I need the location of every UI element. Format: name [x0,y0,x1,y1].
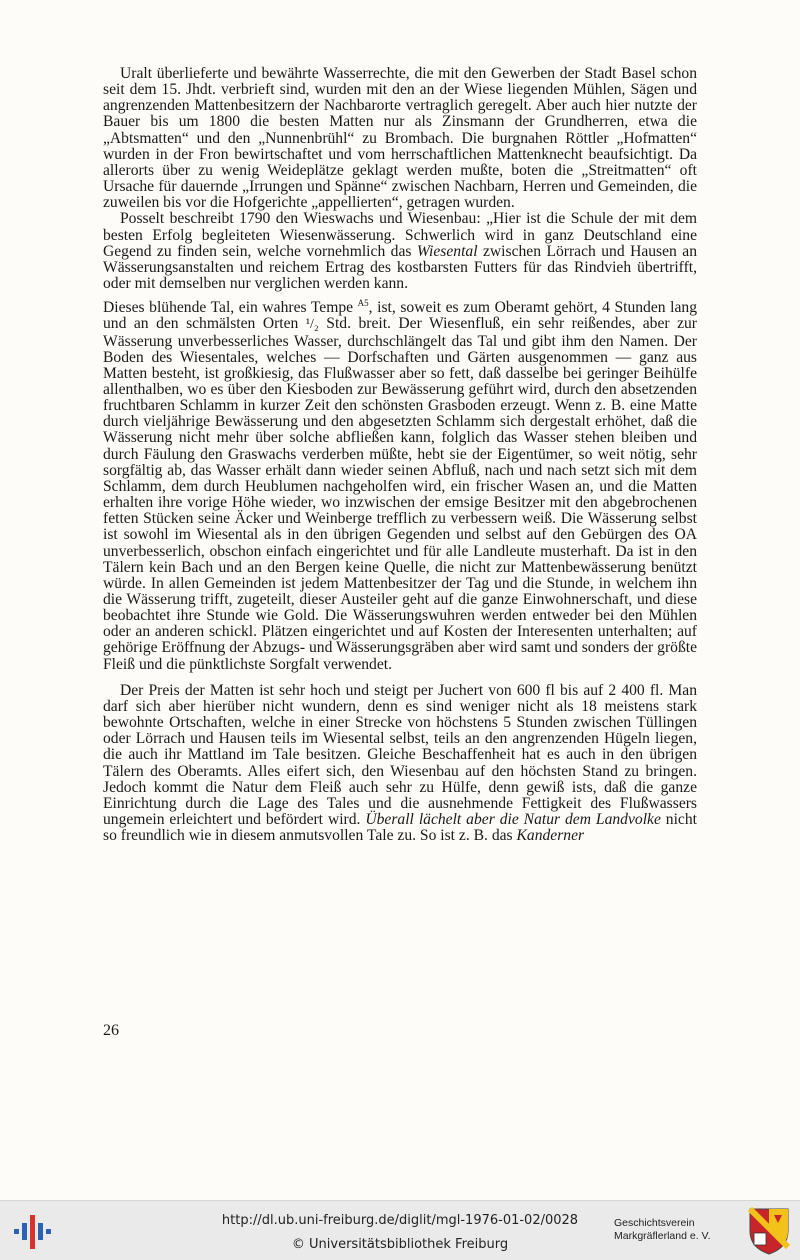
italic-kanderner: Kanderner [516,827,585,845]
paragraph-meadow-price [103,683,697,845]
text-run: Posselt beschreibt 1790 den Wieswachs und Wiesenbau: „Hier ist die Schule der mit dem besten Erfolg begleiteten Wiesenwässerung. Schwerlich wird in ganz Deutschland eine Gegend zu finden sein, welche vornehmlich das [103,210,697,260]
paragraph-posselt [103,211,697,292]
italic-wiesental: Wiesental [416,242,478,260]
association-line-2: Markgräflerland e. V. [614,1230,711,1242]
text-run: nicht so freundlich wie in diesem anmutsvollen Tale zu. So ist z. B. das [103,811,697,845]
paragraph-valley-description [103,300,697,673]
fraction-half: ¹/₂ [305,317,319,333]
source-url-link[interactable]: http://dl.ub.uni-freiburg.de/diglit/mgl-1976-01-02/0028 [221,1213,579,1228]
italic-phrase: Überall lächelt aber die Natur dem Landvolke [365,811,661,829]
body-text [103,66,697,844]
paragraph-water-rights: Uralt überlieferte und bewährte Wasserrechte, die mit den Gewerben der Stadt Basel schon seit dem 15. Jhdt. verbrieft sind, wurden mit den an der Wiese liegenden Mühlen, Sägen und angrenzenden Mattenbesitzern der Nachbarorte vertraglich geregelt. Aber auch hier nutzte der Bauer bis um 1800 die besten Matten nur als Zinsmann der Grundherren, etwa die „Abtsmatten“ und den „Nunnenbrühl“ zu Brombach. Die burgnahen Röttler „Hofmatten“ wurden in der Fron bewirtschaftet und vom herrschaftlichen Mattenknecht beaufsichtigt. Da allerorts über zu wenig Weideplätze geklagt werden mußte, boten die „Streitmatten“ oft Ursache für dauernde „Irrungen und Spänne“ zwischen Nachbarn, Herren und Gemeinden, die zuweilen bis vor die Hofgerichte „appellierten“, getragen wurden. [103,65,697,212]
page-number: 26 [103,1022,119,1039]
text-run: Dieses blühende Tal, ein wahres Tempe [103,299,358,317]
association-name [614,1217,711,1243]
viewer-footer [0,1200,800,1260]
footnote-ref: A5 [357,298,369,308]
coat-of-arms-icon[interactable] [748,1207,790,1255]
text-run: zwischen Lörrach und Hausen an Wässerungsanstalten und reichem Ertrag des kostbarsten Futters für das Rindvieh übertrifft, oder mit demselben nur verglichen werden kann. [103,242,697,293]
text-run: Der Preis der Matten ist sehr hoch und steigt per Juchert von 600 fl bis auf 2 400 fl. Man darf sich aber hierüber nicht wundern, denn es sind weniger nicht als 18 meistens stark bewohnte Ortschaften, welche in einer Strecke von höchstens 5 Stunden zwischen Tüllingen oder Lörrach und Hausen teils im Wiesental selbst, teils an den angrenzenden Hügeln liegen, die auch ihr Mattland im Tale besitzen. Gleiche Beschaffenheit hat es auch in den übrigen Tälern des Oberamts. Alles eifert sich, den Wiesenbau auf den höchsten Stand zu bringen. Jedoch kommt die Natur dem Fleiß auch sehr zu Hülfe, denn gewiß ists, daß die ganze Einrichtung durch die Lage des Tales und die ausnehmende Fettigkeit des Flußwassers ungemein erleichtert und befördert wird. [103,681,697,829]
copyright-text: © Universitätsbibliothek Freiburg [291,1237,509,1252]
text-run: , ist, soweit es zum Oberamt gehört, 4 Stunden lang und an den schmälsten Orten [103,299,697,333]
association-line-1: Geschichtsverein [614,1217,695,1229]
text-run: Std. breit. Der Wiesenfluß, ein sehr reißendes, aber zur Wässerung unverbesserliches Wasser, durchschlängelt das Tal und gibt ihm den Namen. Der Boden des Wiesentales, welches — Dorfschaften und Gärten ausgenommen — ganz aus Matten besteht, ist großkiesig, das Flußwasser aber so fett, daß dasselbe bei geringer Beihülfe allenthalben, wo es über den Kiesboden zur Bewässerung geführt wird, durch den absetzenden fruchtbaren Schlamm in kurzer Zeit den schönsten Grasboden erzeugt. Wenn z. B. eine Matte durch vieljährige Bewässerung und den abgesetzten Schlamm sich dergestalt erhöhet, daß die Wässerung nicht mehr über solche abfließen kann, folglich das Wasser stehen bleiben und durch Fäulung den Graswachs verderben müßte, hebt sie der Eigentümer, so weit nötig, sehr sorgfältig ab, das Wasser erhält dann wieder seinen Abfluß, nach und nach setzt sich mit dem Schlamm, dem durch Heublumen nachgeholfen wird, ein frischer Wasen an, und die Matten erhalten ihre vorige Höhe wieder, wo inzwischen der emsige Besitzer mit den abgebrochenen fetten Stücken seine Äcker und Weinberge trefflich zu verbessern weiß. Die Wässerung selbst ist sowohl im Wiesental als in den übrigen Gegenden und selbst auf den Gebürgen des OA unverbesserlich, obschon einfach eingerichtet und für alle Landleute musterhaft. Da ist in den Tälern kein Bach und an den Bergen keine Quelle, die nicht zur Mattenbewässerung benützt würde. In allen Gemeinden ist jedem Mattenbesitzer der Tag und die Stunde, in welchem ihn die Wässerung trifft, zugeteilt, dieser Austeiler geht auf die ganze Einwohnerschaft, und diese beobachtet ihre Stunde wie Gold. Die Wässerungswuhren werden entweder bei den Mühlen oder an anderen schickl. Plätzen eingerichtet und auf Kosten der Interesenten unterhalten; auf gehörige Eröffnung der Abzugs- und Wässerungsgräben aber wird samt und sonders der größte Fleiß und die pünktlichste Sorgfalt verwendet. [103,315,697,673]
